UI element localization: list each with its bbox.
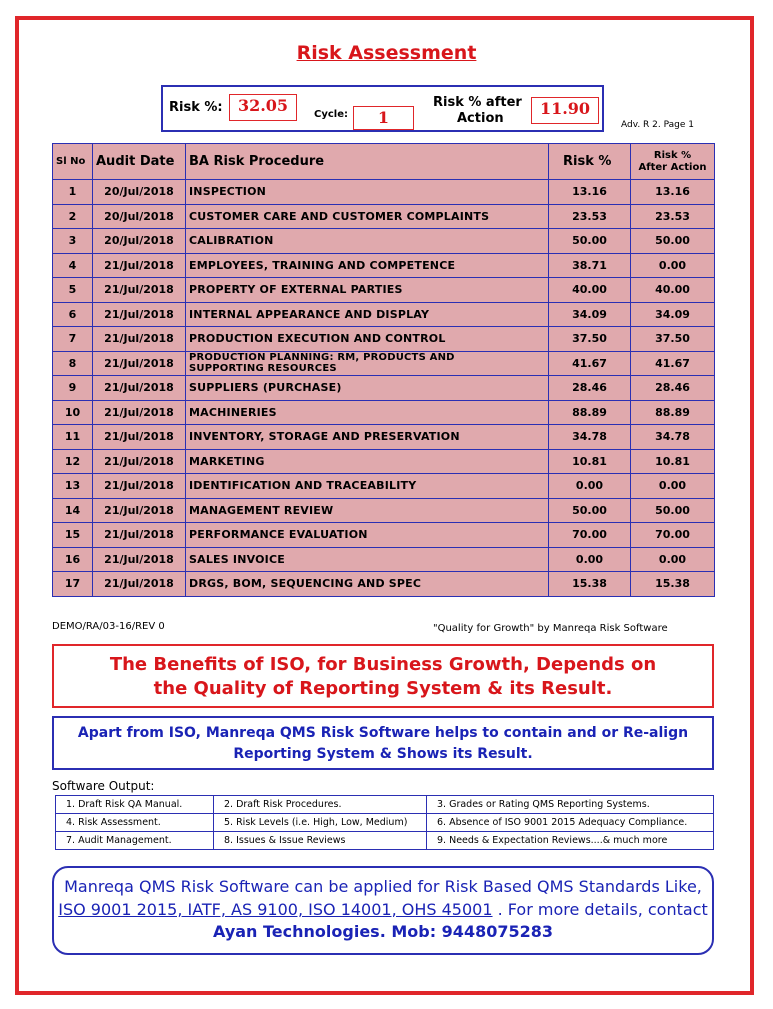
procedure-text: PERFORMANCE EVALUATION (189, 528, 368, 542)
cell-risk-after: 34.78 (631, 425, 715, 450)
cell-procedure (186, 278, 549, 303)
benefits-line1: The Benefits of ISO, for Business Growth, Depends on (109, 654, 657, 675)
cell-risk: 88.89 (549, 400, 631, 425)
cell-procedure (186, 425, 549, 450)
table-row (53, 376, 715, 401)
header-audit-date: Audit Date (93, 144, 186, 180)
cell-risk: 28.46 (549, 376, 631, 401)
cell-risk: 38.71 (549, 253, 631, 278)
table-row (53, 204, 715, 229)
cell-risk: 0.00 (549, 474, 631, 499)
cell-sl-no: 9 (53, 376, 93, 401)
procedure-text: PRODUCTION EXECUTION AND CONTROL (189, 332, 446, 346)
benefits-banner (52, 644, 714, 708)
cell-risk-after: 0.00 (631, 474, 715, 499)
table-row (53, 302, 715, 327)
output-item: 1. Draft Risk QA Manual. (56, 796, 214, 814)
cell-risk-after: 15.38 (631, 572, 715, 597)
table-header-row (53, 144, 715, 180)
table-row (53, 572, 715, 597)
cell-risk: 41.67 (549, 351, 631, 376)
cell-audit-date: 21/Jul/2018 (93, 400, 186, 425)
header-risk-after-line2: After Action (638, 161, 707, 173)
cell-procedure (186, 253, 549, 278)
cell-risk-after: 34.09 (631, 302, 715, 327)
output-item: 9. Needs & Expectation Reviews....& much more (427, 832, 714, 850)
output-item: 8. Issues & Issue Reviews (214, 832, 427, 850)
table-row (53, 229, 715, 254)
cell-risk-after: 0.00 (631, 547, 715, 572)
output-row (56, 832, 714, 850)
benefits-line2: the Quality of Reporting System & its Result. (153, 678, 613, 699)
cell-sl-no: 2 (53, 204, 93, 229)
contact-box (52, 866, 714, 955)
cell-procedure (186, 523, 549, 548)
cell-sl-no: 11 (53, 425, 93, 450)
cell-risk: 34.78 (549, 425, 631, 450)
cell-sl-no: 6 (53, 302, 93, 327)
cell-audit-date: 21/Jul/2018 (93, 253, 186, 278)
cell-sl-no: 4 (53, 253, 93, 278)
cell-risk: 34.09 (549, 302, 631, 327)
risk-percent-value: 32.05 (229, 94, 297, 121)
table-row (53, 180, 715, 205)
cell-risk-after: 41.67 (631, 351, 715, 376)
cell-sl-no: 10 (53, 400, 93, 425)
table-row (53, 425, 715, 450)
procedure-text: MARKETING (189, 454, 265, 468)
cell-procedure (186, 376, 549, 401)
cell-procedure (186, 400, 549, 425)
software-output-heading: Software Output: (52, 779, 155, 793)
cell-audit-date: 21/Jul/2018 (93, 425, 186, 450)
cell-procedure (186, 449, 549, 474)
apply-line2-rest: . For more details, contact (492, 899, 708, 919)
output-row (56, 814, 714, 832)
cell-sl-no: 8 (53, 351, 93, 376)
cell-audit-date: 21/Jul/2018 (93, 278, 186, 303)
cell-audit-date: 21/Jul/2018 (93, 327, 186, 352)
cell-audit-date: 21/Jul/2018 (93, 302, 186, 327)
table-row (53, 498, 715, 523)
cell-audit-date: 21/Jul/2018 (93, 474, 186, 499)
cell-procedure (186, 204, 549, 229)
standards-link[interactable]: ISO 9001 2015, IATF, AS 9100, ISO 14001, OHS 45001 (58, 899, 493, 919)
cell-risk: 10.81 (549, 449, 631, 474)
output-item: 7. Audit Management. (56, 832, 214, 850)
cell-sl-no: 12 (53, 449, 93, 474)
header-procedure: BA Risk Procedure (186, 144, 549, 180)
cell-procedure (186, 327, 549, 352)
table-row (53, 253, 715, 278)
risk-after-label-line1: Risk % after (433, 95, 522, 110)
procedure-text: SALES INVOICE (189, 552, 285, 566)
table-row (53, 278, 715, 303)
cell-sl-no: 17 (53, 572, 93, 597)
risk-table (52, 143, 715, 597)
cell-risk-after: 13.16 (631, 180, 715, 205)
cycle-value: 1 (353, 106, 414, 130)
procedure-text: PRODUCTION PLANNING: RM, PRODUCTS AND (189, 352, 455, 364)
cell-procedure (186, 498, 549, 523)
cell-risk-after: 28.46 (631, 376, 715, 401)
cell-risk: 50.00 (549, 498, 631, 523)
cell-risk: 40.00 (549, 278, 631, 303)
cycle-label: Cycle: (314, 109, 348, 120)
cell-risk-after: 23.53 (631, 204, 715, 229)
procedure-text: DRGS, BOM, SEQUENCING AND SPEC (189, 577, 422, 591)
table-row (53, 351, 715, 376)
cell-audit-date: 20/Jul/2018 (93, 180, 186, 205)
procedure-text: IDENTIFICATION AND TRACEABILITY (189, 479, 417, 493)
output-item: 3. Grades or Rating QMS Reporting Systems. (427, 796, 714, 814)
cell-risk-after: 40.00 (631, 278, 715, 303)
cell-audit-date: 20/Jul/2018 (93, 204, 186, 229)
table-row (53, 523, 715, 548)
cell-sl-no: 13 (53, 474, 93, 499)
output-item: 4. Risk Assessment. (56, 814, 214, 832)
cell-procedure (186, 547, 549, 572)
contact-line: Ayan Technologies. Mob: 9448075283 (213, 922, 553, 941)
procedure-text: MANAGEMENT REVIEW (189, 503, 334, 517)
procedure-text: CALIBRATION (189, 234, 274, 248)
page-title: Risk Assessment (296, 42, 477, 64)
cell-risk-after: 10.81 (631, 449, 715, 474)
table-row (53, 327, 715, 352)
document-reference: DEMO/RA/03-16/REV 0 (52, 621, 165, 632)
cell-procedure (186, 229, 549, 254)
cell-procedure (186, 474, 549, 499)
cell-sl-no: 1 (53, 180, 93, 205)
risk-percent-label: Risk %: (169, 100, 223, 115)
cell-sl-no: 16 (53, 547, 93, 572)
cell-risk: 50.00 (549, 229, 631, 254)
cell-risk: 23.53 (549, 204, 631, 229)
cell-audit-date: 21/Jul/2018 (93, 498, 186, 523)
table-row (53, 449, 715, 474)
cell-sl-no: 7 (53, 327, 93, 352)
cell-sl-no: 15 (53, 523, 93, 548)
cell-risk-after: 50.00 (631, 229, 715, 254)
table-row (53, 547, 715, 572)
table-row (53, 474, 715, 499)
procedure-text: CUSTOMER CARE AND CUSTOMER COMPLAINTS (189, 209, 490, 223)
cell-risk: 13.16 (549, 180, 631, 205)
header-risk-after-line1: Risk % (653, 149, 692, 161)
cell-risk-after: 88.89 (631, 400, 715, 425)
cell-procedure (186, 180, 549, 205)
cell-audit-date: 21/Jul/2018 (93, 572, 186, 597)
procedure-text: INSPECTION (189, 185, 267, 199)
cell-procedure (186, 302, 549, 327)
cell-audit-date: 21/Jul/2018 (93, 376, 186, 401)
header-sl-no: Sl No (53, 144, 93, 180)
header-risk-after (631, 144, 715, 180)
cell-audit-date: 21/Jul/2018 (93, 523, 186, 548)
cell-procedure (186, 351, 549, 376)
cell-risk: 70.00 (549, 523, 631, 548)
procedure-text: MACHINERIES (189, 405, 277, 419)
cell-audit-date: 20/Jul/2018 (93, 229, 186, 254)
apart-line2: Reporting System & Shows its Result. (233, 746, 533, 762)
cell-audit-date: 21/Jul/2018 (93, 449, 186, 474)
cell-risk: 37.50 (549, 327, 631, 352)
quality-tagline: "Quality for Growth" by Manreqa Risk Software (433, 623, 668, 634)
output-item: 6. Absence of ISO 9001 2015 Adequacy Compliance. (427, 814, 714, 832)
cell-risk-after: 50.00 (631, 498, 715, 523)
cell-risk-after: 0.00 (631, 253, 715, 278)
cell-risk: 0.00 (549, 547, 631, 572)
cell-risk: 15.38 (549, 572, 631, 597)
risk-summary-box (161, 85, 604, 132)
cell-risk-after: 70.00 (631, 523, 715, 548)
output-item: 5. Risk Levels (i.e. High, Low, Medium) (214, 814, 427, 832)
apart-banner (52, 716, 714, 770)
apply-line1: Manreqa QMS Risk Software can be applied for Risk Based QMS Standards Like, (64, 877, 702, 896)
procedure-text: EMPLOYEES, TRAINING AND COMPETENCE (189, 258, 456, 272)
cell-risk-after: 37.50 (631, 327, 715, 352)
output-row (56, 796, 714, 814)
cell-audit-date: 21/Jul/2018 (93, 547, 186, 572)
apart-line1: Apart from ISO, Manreqa QMS Risk Software helps to contain and or Re-align (77, 725, 689, 741)
procedure-text-cont: SUPPORTING RESOURCES (189, 363, 337, 375)
procedure-text: INVENTORY, STORAGE AND PRESERVATION (189, 430, 460, 444)
header-risk: Risk % (549, 144, 631, 180)
cell-sl-no: 14 (53, 498, 93, 523)
page-reference: Adv. R 2. Page 1 (621, 120, 694, 130)
procedure-text: PROPERTY OF EXTERNAL PARTIES (189, 283, 403, 297)
risk-after-action-value: 11.90 (531, 97, 599, 124)
procedure-text: INTERNAL APPEARANCE AND DISPLAY (189, 307, 430, 321)
cell-sl-no: 5 (53, 278, 93, 303)
risk-after-label-line2: Action (457, 111, 504, 126)
software-output-table (55, 795, 714, 850)
cell-sl-no: 3 (53, 229, 93, 254)
procedure-text: SUPPLIERS (PURCHASE) (189, 381, 342, 395)
output-item: 2. Draft Risk Procedures. (214, 796, 427, 814)
apply-line2 (54, 899, 712, 922)
table-row (53, 400, 715, 425)
cell-audit-date: 21/Jul/2018 (93, 351, 186, 376)
cell-procedure (186, 572, 549, 597)
